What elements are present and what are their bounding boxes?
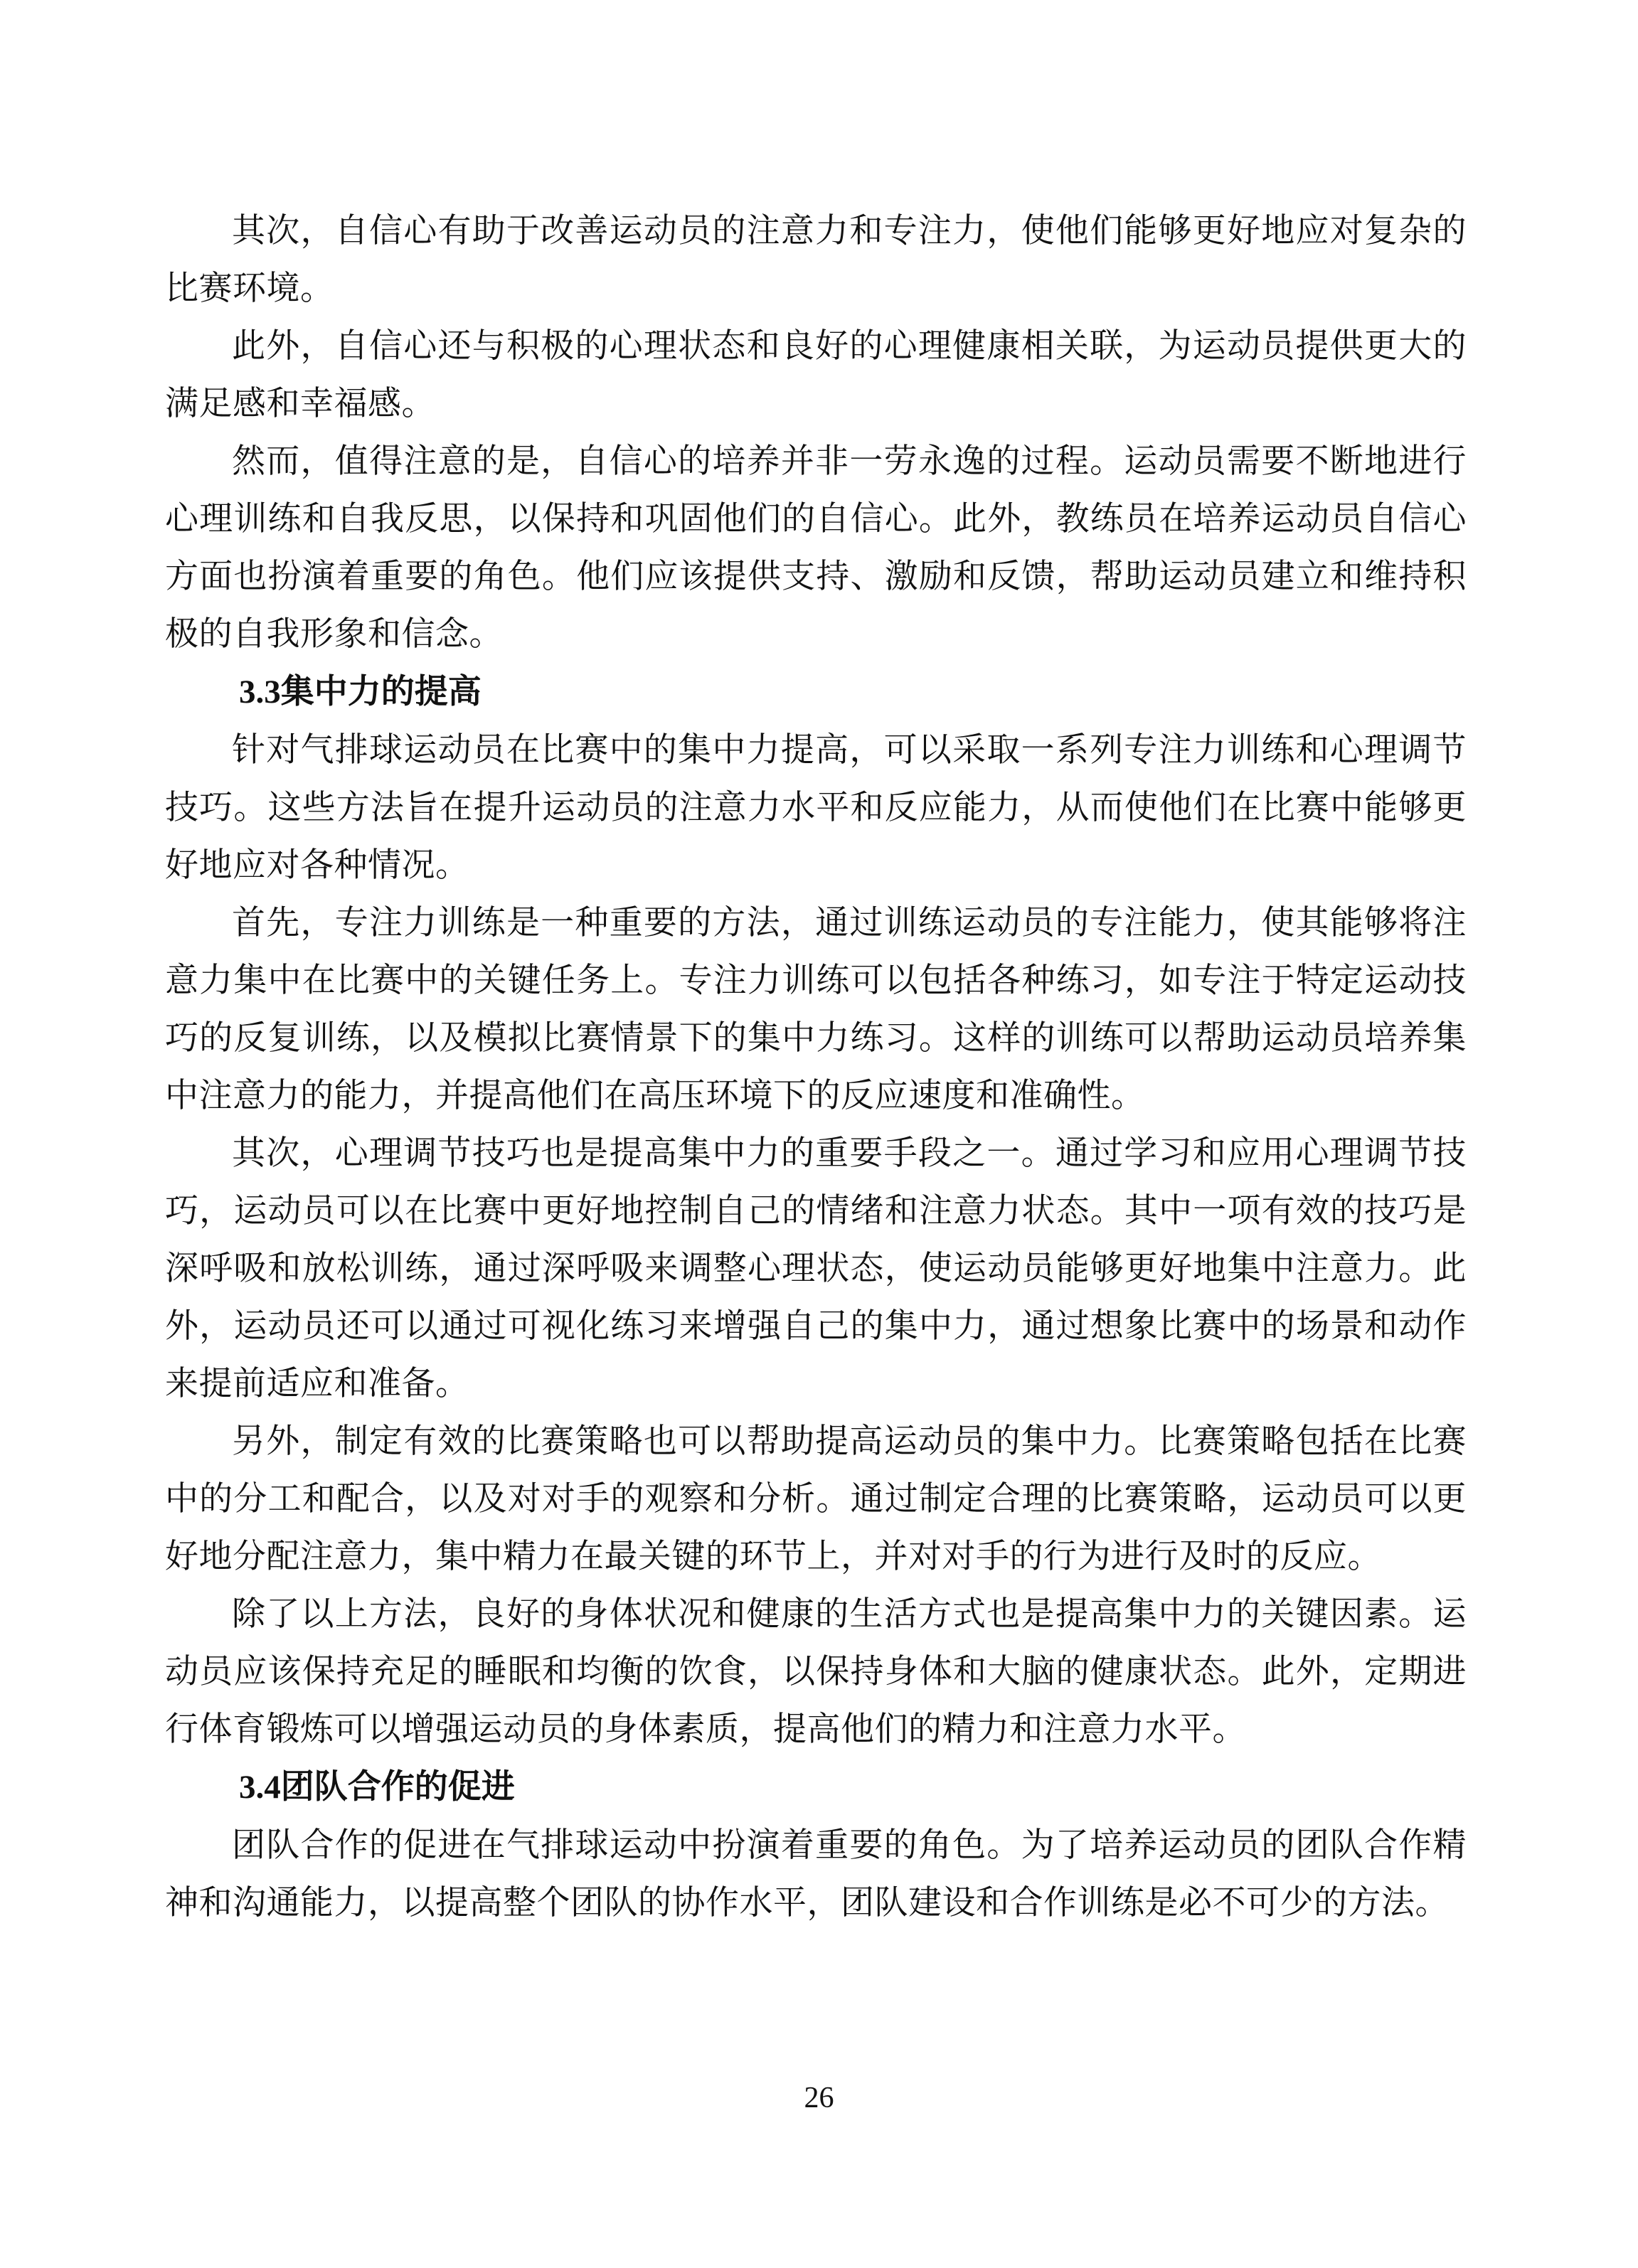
section-title-3-4: 团队合作的促进 — [280, 1767, 515, 1806]
paragraph-focus-training: 首先，专注力训练是一种重要的方法，通过训练运动员的专注能力，使其能够将注意力集中在比赛中的关键任务上。专注力训练可以包括各种练习，如专注于特定运动技巧的反复训练，以及模拟比赛情景下的集中力练习。这样的训练可以帮助运动员培养集中注意力的能力，并提高他们在高压环境下的反应速度和准确性。 — [165, 903, 1467, 1115]
paragraph-confidence-wellbeing: 此外，自信心还与积极的心理状态和良好的心理健康相关联，为运动员提供更大的满足感和幸福感。 — [165, 326, 1467, 423]
section-number-3-3: 3.3 — [239, 674, 281, 710]
section-title-3-3: 集中力的提高 — [280, 672, 482, 711]
paragraph-match-strategy: 另外，制定有效的比赛策略也可以帮助提高运动员的集中力。比赛策略包括在比赛中的分工和配合，以及对对手的观察和分析。通过制定合理的比赛策略，运动员可以更好地分配注意力，集中精力在最关键的环节上，并对对手的行为进行及时的反应。 — [165, 1422, 1467, 1576]
section-heading-3-4 — [165, 1758, 1467, 1816]
paragraph-psych-regulation: 其次，心理调节技巧也是提高集中力的重要手段之一。通过学习和应用心理调节技巧，运动员可以在比赛中更好地控制自己的情绪和注意力状态。其中一项有效的技巧是深呼吸和放松训练，通过深呼吸来调整心理状态，使运动员能够更好地集中注意力。此外，运动员还可以通过可视化练习来增强自己的集中力，通过想象比赛中的场景和动作来提前适应和准备。 — [165, 1134, 1467, 1403]
page-body — [165, 202, 1467, 1932]
paragraph-health-lifestyle: 除了以上方法，良好的身体状况和健康的生活方式也是提高集中力的关键因素。运动员应该保持充足的睡眠和均衡的饮食，以保持身体和大脑的健康状态。此外，定期进行体育锻炼可以增强运动员的身体素质，提高他们的精力和注意力水平。 — [165, 1594, 1467, 1749]
paragraph-confidence-training: 然而，值得注意的是，自信心的培养并非一劳永逸的过程。运动员需要不断地进行心理训练和自我反思，以保持和巩固他们的自信心。此外，教练员在培养运动员自信心方面也扮演着重要的角色。他们应该提供支持、激励和反馈，帮助运动员建立和维持积极的自我形象和信念。 — [165, 442, 1467, 654]
paragraph-concentration-intro: 针对气排球运动员在比赛中的集中力提高，可以采取一系列专注力训练和心理调节技巧。这些方法旨在提升运动员的注意力水平和反应能力，从而使他们在比赛中能够更好地应对各种情况。 — [165, 730, 1467, 885]
paragraph-confidence-focus: 其次，自信心有助于改善运动员的注意力和专注力，使他们能够更好地应对复杂的比赛环境。 — [165, 211, 1467, 308]
paragraph-teamwork-intro: 团队合作的促进在气排球运动中扮演着重要的角色。为了培养运动员的团队合作精神和沟通能力，以提高整个团队的协作水平，团队建设和合作训练是必不可少的方法。 — [165, 1826, 1467, 1922]
section-heading-3-3 — [165, 663, 1467, 721]
page-number: 26 — [804, 2082, 834, 2114]
section-number-3-4: 3.4 — [239, 1769, 281, 1806]
